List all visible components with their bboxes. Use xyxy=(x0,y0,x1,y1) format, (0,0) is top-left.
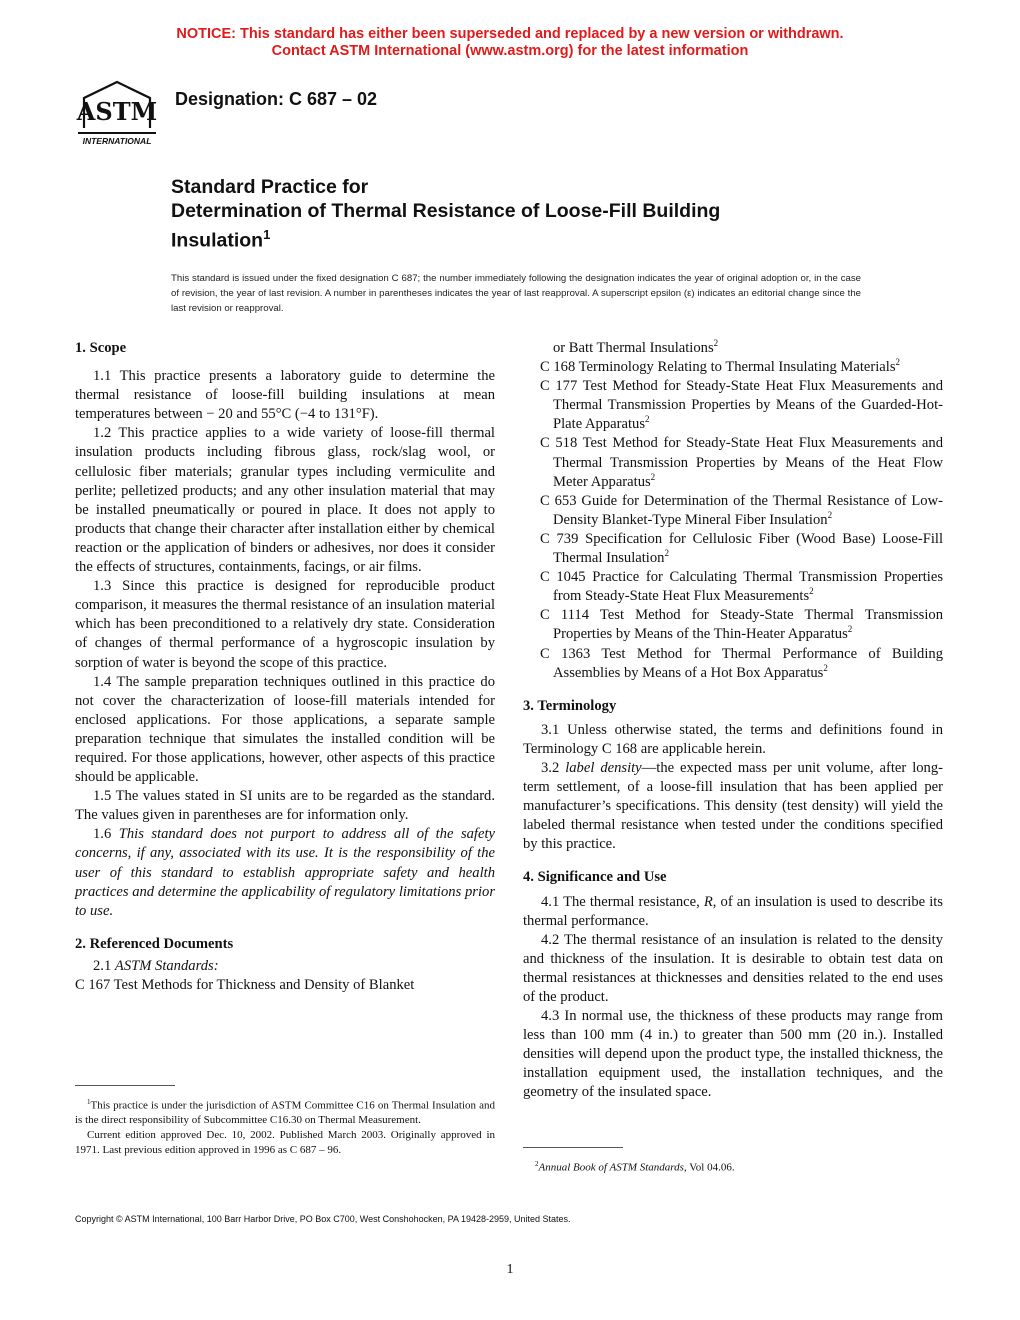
footnote-1-mark: 1 xyxy=(87,1098,91,1106)
ref-c1363 xyxy=(523,645,943,683)
title-footnote-mark: 1 xyxy=(263,227,271,242)
ref-mark: 2 xyxy=(895,357,901,368)
ref-c167-end: or Batt Thermal Insulations$^2$ xyxy=(553,338,719,356)
section-3-heading: 3. Terminology xyxy=(523,697,617,714)
ref-c177-text: C 177 Test Method for Steady-State Heat Flux Measurements and Thermal Transmission Properties by Means of the Guarded-Hot-Plate Apparatus xyxy=(540,378,943,433)
ref-c739-text: C 739 Specification for Cellulosic Fiber (Wood Base) Loose-Fill Thermal Insulation xyxy=(540,530,943,567)
ref-mark: 2 xyxy=(809,586,814,597)
ref-mark: 2 xyxy=(823,662,828,673)
footnote-2-text: , Vol 04.06. xyxy=(683,1161,735,1174)
para-4-1 xyxy=(523,893,943,931)
ref-mark: 2 xyxy=(847,624,853,635)
footnote-1b: Current edition approved Dec. 10, 2002. Published March 2003. Originally approved in 1971. Last previous edition approved in 1996 as C 687 – 96. xyxy=(75,1129,495,1157)
ref-mark: 2 xyxy=(650,471,656,482)
para-3-1: 3.1 Unless otherwise stated, the terms and definitions found in Terminology C 168 are applicable herein. xyxy=(523,721,943,757)
ref-c518-text: C 518 Test Method for Steady-State Heat Flux Measurements and Thermal Transmission Properties by Means of the Heat Flow Meter Apparatus xyxy=(540,435,943,490)
right-column xyxy=(523,339,943,1103)
ref-c1114 xyxy=(523,606,943,644)
para-4-2: 4.2 The thermal resistance of an insulation is related to the density and thickness of the insulation. It is desirable to obtain test data on thermal resistances at thicknesses and densities related to the end uses of the product. xyxy=(523,931,943,1005)
symbol-r: R xyxy=(703,893,713,910)
logo-mark-text: ASTM xyxy=(76,97,158,126)
para-2-1-number: 2.1 xyxy=(93,957,112,974)
ref-c1045-text: C 1045 Practice for Calculating Thermal Transmission Properties from Steady-State Heat Flux Measurements xyxy=(540,569,943,605)
ref-mark: 2 xyxy=(664,548,669,559)
section-1-heading: 1. Scope xyxy=(75,340,127,356)
para-1-5: 1.5 The values stated in SI units are to be regarded as the standard. The values given in parentheses are for information only. xyxy=(75,788,495,824)
para-1-6-text: This standard does not purport to address all of the safety concerns, if any, associated with its use. It is the responsibility of the user of this standard to establish appropriate safety and health practices and determine the applicability of regulatory limitations prior to use. xyxy=(75,826,495,919)
para-1-4: 1.4 The sample preparation techniques outlined in this practice do not cover the characterization of loose-fill materials intended for enclosed applications. For those applications, a separate sample preparation technique that simulates the installed condition will be required. For those applications, however, other aspects of this practice should be applicable. xyxy=(75,673,495,786)
para-1-2: 1.2 This practice applies to a wide variety of loose-fill thermal insulation products including fibrous glass, rock/slag wool, or cellulosic fiber materials; granular types including vermiculite and perlite; pelletized products; and any other insulation material that may be installed pneumatically or poured in place. It does not apply to products that change their character after installation either by chemical reaction or the application of binders or adhesives, nor does it consider the effects of structures, containments, facings, or air films. xyxy=(75,425,495,576)
ref-c168-text: C 168 Terminology Relating to Thermal Insulating Materials xyxy=(540,359,896,376)
designation: Designation: C 687 – 02 xyxy=(175,89,378,109)
footnote-2 xyxy=(523,1157,943,1175)
para-1-1: 1.1 This practice presents a laboratory guide to determine the thermal resistance of loose-fill building insulations at mean temperatures between − 20 and 55°C (−4 to 131°F). xyxy=(75,368,495,423)
issue-note: This standard is issued under the fixed designation C 687; the number immediately following the designation indicates the year of original adoption or, in the case of revision, the year of last revision. A number in parentheses indicates the year of last reapproval. A superscript epsilon (ε) indicates an editorial change since the last revision or reapproval. xyxy=(171,273,861,315)
footnote-rule-right xyxy=(523,1147,623,1148)
notice-line-2: Contact ASTM International (www.astm.org) for the latest information xyxy=(271,43,749,59)
left-column xyxy=(75,339,495,995)
para-3-2-number: 3.2 xyxy=(541,759,560,776)
document-title xyxy=(171,175,891,253)
ref-c653 xyxy=(523,492,943,530)
footnotes-left xyxy=(75,1095,495,1158)
superseded-notice xyxy=(0,26,1020,60)
para-4-3: 4.3 In normal use, the thickness of these products may range from less than 100 mm (4 in.) to greater than 500 mm (20 in.). Installed densities will depend upon the product type, the installed thickness, the installation equipment used, the installation techniques, and the geometry of the insulated space. xyxy=(523,1008,943,1101)
ref-c177 xyxy=(523,377,943,434)
ref-mark: 2 xyxy=(827,509,833,520)
ref-c168 xyxy=(523,358,943,377)
astm-logo xyxy=(74,76,160,150)
footnote-1-text: This practice is under the jurisdiction of ASTM Committee C16 on Thermal Insulation and is the direct responsibility of Subcommittee C16.30 on Thermal Measurement. xyxy=(75,1099,495,1127)
footnote-rule-left xyxy=(75,1085,175,1086)
para-2-1-text: ASTM Standards: xyxy=(114,957,219,974)
title-line-3: Insulation xyxy=(171,229,264,252)
para-3-2-text: —the expected mass per unit volume, after long-term settlement, of a loose-fill insulation that has been applied per manufacturer’s specifications. This density (test density) will yield the labeled thermal resistance when tested under the conditions specified by this practice. xyxy=(523,759,943,853)
para-1-6-number: 1.6 xyxy=(93,826,112,843)
para-3-2 xyxy=(523,759,943,854)
ref-c1114-text: C 1114 Test Method for Steady-State Thermal Transmission Properties by Means of the Thin-Heater Apparatus xyxy=(540,607,943,643)
para-2-1 xyxy=(75,957,495,976)
ref-c653-text: C 653 Guide for Determination of the Thermal Resistance of Low-Density Blanket-Type Mineral Fiber Insulation xyxy=(540,492,943,528)
section-2-heading: 2. Referenced Documents xyxy=(75,935,234,952)
ref-mark: 2 xyxy=(713,338,719,349)
title-line-1: Standard Practice for xyxy=(171,176,369,198)
para-4-1-end: , of an insulation is used to describe its thermal performance. xyxy=(523,893,943,929)
footnotes-right xyxy=(523,1157,943,1175)
section-4-heading: 4. Significance and Use xyxy=(523,869,667,886)
footnote-2-mark: 2 xyxy=(535,1160,539,1168)
para-1-3: 1.3 Since this practice is designed for reproducible product comparison, it measures the thermal resistance of an insulation material which has been preconditioned to a relatively dry state. Consideration of changes of thermal performance of a hygroscopic insulation by sorption of water is beyond the scope of this practice. xyxy=(75,578,495,671)
footnote-2-italic: Annual Book of ASTM Standards xyxy=(538,1161,684,1174)
para-1-6 xyxy=(75,825,495,920)
ref-mark: 2 xyxy=(645,414,650,425)
ref-c739 xyxy=(523,530,943,568)
notice-line-1: NOTICE: This standard has either been superseded and replaced by a new version or withdrawn. xyxy=(176,26,844,42)
logo-subtext: INTERNATIONAL xyxy=(82,136,152,146)
term-label-density: label density xyxy=(565,759,642,776)
copyright: Copyright © ASTM International, 100 Barr Harbor Drive, PO Box C700, West Conshohocken, PA 19428-2959, United States. xyxy=(75,1214,571,1224)
ref-c1363-text: C 1363 Test Method for Thermal Performance of Building Assemblies by Means of a Hot Box Apparatus xyxy=(540,645,943,681)
ref-c518 xyxy=(523,434,943,491)
ref-c1045 xyxy=(523,568,943,606)
ref-c167-start: C 167 Test Methods for Thickness and Density of Blanket xyxy=(75,977,415,993)
page-number: 1 xyxy=(506,1262,514,1277)
title-line-2: Determination of Thermal Resistance of Loose-Fill Building xyxy=(171,200,721,222)
para-4-1-start: 4.1 The thermal resistance, xyxy=(541,893,704,910)
footnote-1 xyxy=(75,1095,495,1128)
